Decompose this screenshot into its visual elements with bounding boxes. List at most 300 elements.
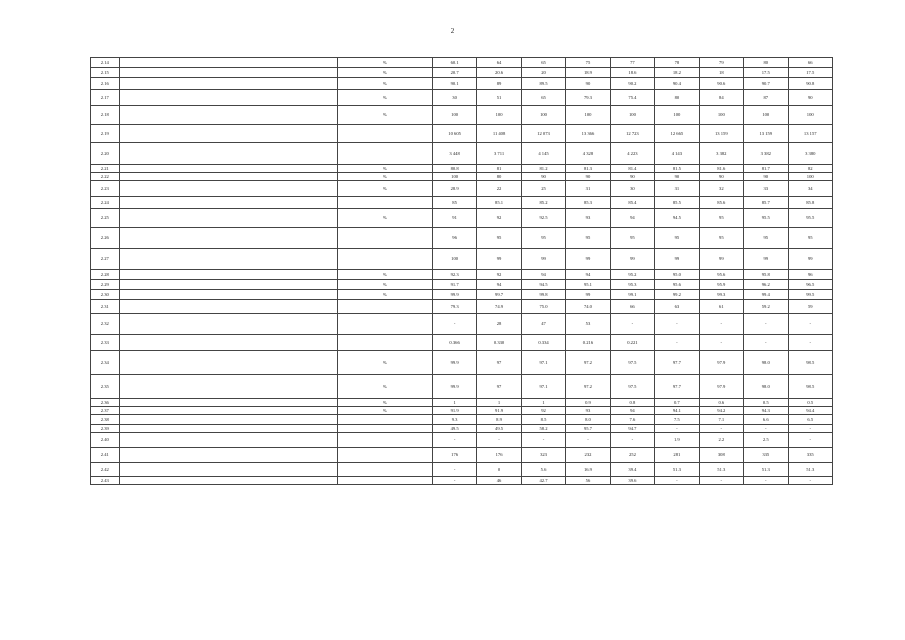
value-cell: 95.5 (744, 209, 788, 228)
value-cell: 97.9 (699, 351, 743, 375)
value-cell: 51.3 (744, 463, 788, 477)
value-cell: 17.5 (788, 68, 833, 78)
value-cell: 100 (432, 249, 476, 270)
row-number: 2.29 (91, 280, 120, 290)
value-cell: 99.3 (699, 290, 743, 300)
row-number: 2.20 (91, 143, 120, 165)
value-cell: - (699, 477, 743, 485)
value-cell: 78 (655, 58, 699, 68)
unit-cell: % (337, 270, 432, 280)
value-cell: 46 (477, 477, 521, 485)
value-cell: 85.3 (566, 197, 610, 209)
value-cell: - (699, 314, 743, 335)
value-cell: 92.5 (521, 209, 565, 228)
value-cell: 96.2 (744, 280, 788, 290)
value-cell: 18.9 (566, 68, 610, 78)
value-cell: 66 (610, 300, 654, 314)
row-number: 2.25 (91, 209, 120, 228)
value-cell: 98.0 (744, 351, 788, 375)
value-cell: - (432, 433, 476, 448)
value-cell: 60.1 (432, 58, 476, 68)
value-cell: 3 382 (744, 143, 788, 165)
indicator-name (119, 106, 337, 125)
value-cell: 92 (521, 407, 565, 415)
value-cell: - (655, 335, 699, 351)
value-cell: 99 (699, 249, 743, 270)
unit-cell: % (337, 90, 432, 106)
value-cell: 94 (610, 407, 654, 415)
row-number: 2.36 (91, 399, 120, 407)
value-cell: 47 (521, 314, 565, 335)
row-number: 2.24 (91, 197, 120, 209)
value-cell: 25 (521, 181, 565, 197)
value-cell: 90 (744, 173, 788, 181)
value-cell: 51.3 (655, 463, 699, 477)
value-cell: 4 328 (566, 143, 610, 165)
indicator-name (119, 280, 337, 290)
value-cell: 81 (477, 165, 521, 173)
value-cell: 80 (655, 90, 699, 106)
value-cell: 99.9 (432, 351, 476, 375)
unit-cell (337, 477, 432, 485)
value-cell: 85.7 (744, 197, 788, 209)
value-cell: 97.2 (566, 375, 610, 399)
value-cell: 94.5 (521, 280, 565, 290)
value-cell: 90.1 (432, 78, 476, 90)
table-row (91, 477, 833, 485)
value-cell: 100 (655, 106, 699, 125)
unit-cell (337, 463, 432, 477)
table-row (91, 249, 833, 270)
indicator-name (119, 165, 337, 173)
value-cell: 49.5 (477, 425, 521, 433)
value-cell: 39.4 (610, 463, 654, 477)
row-number: 2.42 (91, 463, 120, 477)
value-cell: 80 (744, 58, 788, 68)
value-cell: 99 (744, 249, 788, 270)
value-cell: 81.2 (521, 165, 565, 173)
value-cell: 12 073 (521, 125, 565, 143)
value-cell: 81.6 (699, 165, 743, 173)
value-cell: 97.1 (521, 351, 565, 375)
indicator-name (119, 68, 337, 78)
value-cell: 90 (566, 78, 610, 90)
value-cell: - (477, 433, 521, 448)
value-cell: 97.9 (699, 375, 743, 399)
value-cell: 91.9 (477, 407, 521, 415)
value-cell: 94 (521, 270, 565, 280)
value-cell: 97 (477, 375, 521, 399)
value-cell: 13 366 (566, 125, 610, 143)
indicator-name (119, 463, 337, 477)
table-row (91, 90, 833, 106)
indicator-name (119, 173, 337, 181)
value-cell: 92.3 (432, 270, 476, 280)
unit-cell: % (337, 165, 432, 173)
value-cell: 7.5 (655, 415, 699, 425)
value-cell: 89.5 (521, 78, 565, 90)
value-cell: 34 (788, 181, 833, 197)
unit-cell (337, 415, 432, 425)
value-cell: - (788, 433, 833, 448)
row-number: 2.26 (91, 228, 120, 249)
value-cell: 96 (432, 228, 476, 249)
value-cell: 99.4 (744, 290, 788, 300)
value-cell: 94 (477, 280, 521, 290)
value-cell: 3 382 (699, 143, 743, 165)
value-cell: 97.5 (610, 351, 654, 375)
value-cell: 94.3 (744, 407, 788, 415)
value-cell: 64 (477, 58, 521, 68)
table-row (91, 143, 833, 165)
value-cell: 95.9 (699, 280, 743, 290)
table-row (91, 463, 833, 477)
row-number: 2.18 (91, 106, 120, 125)
indicator-name (119, 143, 337, 165)
value-cell: 1.9 (655, 433, 699, 448)
value-cell: 65 (521, 58, 565, 68)
value-cell: 13 159 (699, 125, 743, 143)
value-cell: - (788, 477, 833, 485)
table-row (91, 78, 833, 90)
table-row (91, 351, 833, 375)
unit-cell: % (337, 78, 432, 90)
value-cell: 95.7 (566, 425, 610, 433)
unit-cell (337, 197, 432, 209)
indicator-name (119, 448, 337, 463)
value-cell: 95 (610, 228, 654, 249)
value-cell: 1 (477, 399, 521, 407)
value-cell: 98.0 (744, 375, 788, 399)
value-cell: - (655, 477, 699, 485)
unit-cell: % (337, 280, 432, 290)
value-cell: 53 (566, 314, 610, 335)
indicator-name (119, 90, 337, 106)
unit-cell (337, 448, 432, 463)
value-cell: 99.9 (432, 290, 476, 300)
value-cell: 95 (699, 228, 743, 249)
indicator-name (119, 314, 337, 335)
value-cell: 0.330 (477, 335, 521, 351)
row-number: 2.39 (91, 425, 120, 433)
value-cell: 308 (699, 448, 743, 463)
value-cell: 7.6 (610, 415, 654, 425)
row-number: 2.15 (91, 68, 120, 78)
table-row (91, 290, 833, 300)
value-cell: 100 (432, 106, 476, 125)
value-cell: 10 605 (432, 125, 476, 143)
value-cell: 65 (521, 90, 565, 106)
value-cell: 11 408 (477, 125, 521, 143)
value-cell: 90.4 (655, 78, 699, 90)
value-cell: 18.6 (610, 68, 654, 78)
value-cell: 7.1 (699, 415, 743, 425)
value-cell: 16.9 (566, 463, 610, 477)
value-cell: 59.2 (744, 300, 788, 314)
value-cell: 20.7 (432, 68, 476, 78)
value-cell: 99 (655, 249, 699, 270)
value-cell: 3 380 (788, 143, 833, 165)
row-number: 2.37 (91, 407, 120, 415)
value-cell: 66 (788, 58, 833, 68)
value-cell: 95.8 (744, 270, 788, 280)
value-cell: 99.5 (788, 290, 833, 300)
value-cell: 22 (477, 181, 521, 197)
value-cell: 0.5 (744, 399, 788, 407)
value-cell: 96.5 (788, 280, 833, 290)
value-cell: 94 (610, 209, 654, 228)
value-cell: - (744, 477, 788, 485)
row-number: 2.38 (91, 415, 120, 425)
unit-cell: % (337, 173, 432, 181)
table-row (91, 173, 833, 181)
row-number: 2.43 (91, 477, 120, 485)
table-row (91, 399, 833, 407)
unit-cell (337, 314, 432, 335)
value-cell: - (788, 335, 833, 351)
value-cell: 59 (788, 300, 833, 314)
row-number: 2.41 (91, 448, 120, 463)
value-cell: 28 (477, 314, 521, 335)
unit-cell: % (337, 58, 432, 68)
value-cell: - (432, 314, 476, 335)
value-cell: 99 (788, 249, 833, 270)
value-cell: 100 (699, 106, 743, 125)
indicator-name (119, 197, 337, 209)
unit-cell (337, 335, 432, 351)
indicator-name (119, 335, 337, 351)
value-cell: 99.7 (477, 290, 521, 300)
value-cell: 20 (521, 68, 565, 78)
value-cell: 99 (521, 249, 565, 270)
value-cell: 0.366 (432, 335, 476, 351)
row-number: 2.27 (91, 249, 120, 270)
row-number: 2.40 (91, 433, 120, 448)
value-cell: 176 (432, 448, 476, 463)
value-cell: 30 (610, 181, 654, 197)
value-cell: 95 (788, 228, 833, 249)
value-cell: 94.5 (655, 209, 699, 228)
value-cell: 17.5 (744, 68, 788, 78)
table-row (91, 335, 833, 351)
value-cell: - (655, 425, 699, 433)
value-cell: 90 (566, 173, 610, 181)
unit-cell: % (337, 209, 432, 228)
indicator-name (119, 425, 337, 433)
value-cell: 95.6 (699, 270, 743, 280)
row-number: 2.35 (91, 375, 120, 399)
value-cell: 74.9 (477, 300, 521, 314)
value-cell: 0.221 (610, 335, 654, 351)
value-cell: 95 (477, 228, 521, 249)
unit-cell: % (337, 181, 432, 197)
value-cell: 58.2 (521, 425, 565, 433)
indicator-name (119, 228, 337, 249)
value-cell: 87 (744, 90, 788, 106)
table-row (91, 209, 833, 228)
indicator-name (119, 477, 337, 485)
value-cell: 99 (566, 290, 610, 300)
value-cell: 95 (699, 209, 743, 228)
value-cell: 85.2 (521, 197, 565, 209)
indicator-table (90, 57, 833, 485)
value-cell: - (432, 463, 476, 477)
table-row (91, 165, 833, 173)
value-cell: 97.1 (521, 375, 565, 399)
value-cell: - (788, 314, 833, 335)
value-cell: 99.1 (610, 290, 654, 300)
indicator-name (119, 270, 337, 280)
row-number: 2.16 (91, 78, 120, 90)
value-cell: 85.8 (788, 197, 833, 209)
table-row (91, 425, 833, 433)
value-cell: 75 (566, 58, 610, 68)
value-cell: 94 (566, 270, 610, 280)
value-cell: 61 (699, 300, 743, 314)
value-cell: 2.2 (699, 433, 743, 448)
value-cell: 98.5 (788, 375, 833, 399)
unit-cell (337, 228, 432, 249)
value-cell: 90.7 (744, 78, 788, 90)
indicator-name (119, 399, 337, 407)
value-cell: 99 (566, 249, 610, 270)
value-cell: 0.7 (655, 399, 699, 407)
indicator-name (119, 58, 337, 68)
value-cell: 100 (788, 173, 833, 181)
value-cell: 4 143 (655, 143, 699, 165)
value-cell: - (788, 425, 833, 433)
table-body (91, 58, 833, 485)
value-cell: 80.8 (432, 165, 476, 173)
row-number: 2.33 (91, 335, 120, 351)
value-cell: 252 (610, 448, 654, 463)
value-cell: 99 (477, 249, 521, 270)
value-cell: 90.2 (610, 78, 654, 90)
unit-cell (337, 125, 432, 143)
value-cell: 82 (788, 165, 833, 173)
value-cell: 6.6 (744, 415, 788, 425)
value-cell: 18.2 (655, 68, 699, 78)
row-number: 2.17 (91, 90, 120, 106)
value-cell: 85.6 (699, 197, 743, 209)
value-cell: 92 (477, 209, 521, 228)
unit-cell: % (337, 351, 432, 375)
value-cell: 99 (610, 249, 654, 270)
value-cell: 90 (788, 90, 833, 106)
value-cell: 90 (521, 173, 565, 181)
value-cell: 81.5 (655, 165, 699, 173)
row-number: 2.14 (91, 58, 120, 68)
value-cell: 18 (699, 68, 743, 78)
indicator-name (119, 407, 337, 415)
value-cell: 90 (610, 173, 654, 181)
value-cell: 97.5 (610, 375, 654, 399)
value-cell: 75.4 (610, 90, 654, 106)
value-cell: 97.7 (655, 375, 699, 399)
value-cell: - (744, 314, 788, 335)
value-cell: 85.1 (477, 197, 521, 209)
value-cell: 94.4 (788, 407, 833, 415)
value-cell: 97 (477, 351, 521, 375)
row-number: 2.19 (91, 125, 120, 143)
value-cell: 1 (521, 399, 565, 407)
value-cell: 95 (566, 228, 610, 249)
value-cell: 63 (655, 300, 699, 314)
value-cell: 0 (477, 463, 521, 477)
indicator-name (119, 375, 337, 399)
value-cell: 80 (477, 173, 521, 181)
value-cell: 6.5 (788, 415, 833, 425)
value-cell: - (566, 433, 610, 448)
value-cell: 91 (432, 209, 476, 228)
value-cell: 0.216 (566, 335, 610, 351)
value-cell: - (655, 314, 699, 335)
value-cell: 100 (432, 173, 476, 181)
table-row (91, 228, 833, 249)
unit-cell (337, 433, 432, 448)
value-cell: 95.1 (566, 280, 610, 290)
table-row (91, 125, 833, 143)
value-cell: 90.6 (699, 78, 743, 90)
value-cell: - (699, 335, 743, 351)
value-cell: - (521, 433, 565, 448)
value-cell: - (432, 477, 476, 485)
value-cell: 100 (477, 106, 521, 125)
value-cell: - (744, 425, 788, 433)
value-cell: 90.8 (788, 78, 833, 90)
value-cell: 96 (788, 270, 833, 280)
value-cell: 81.7 (744, 165, 788, 173)
table-row (91, 300, 833, 314)
value-cell: 95.0 (655, 270, 699, 280)
value-cell: 100 (788, 106, 833, 125)
value-cell: 31 (566, 181, 610, 197)
row-number: 2.30 (91, 290, 120, 300)
value-cell: 74.0 (566, 300, 610, 314)
value-cell: - (744, 335, 788, 351)
table-row (91, 106, 833, 125)
row-number: 2.32 (91, 314, 120, 335)
value-cell: 281 (655, 448, 699, 463)
row-number: 2.23 (91, 181, 120, 197)
value-cell: 77 (610, 58, 654, 68)
table-row (91, 407, 833, 415)
value-cell: 3 711 (477, 143, 521, 165)
value-cell: 0.9 (566, 399, 610, 407)
unit-cell (337, 249, 432, 270)
value-cell: - (610, 314, 654, 335)
row-number: 2.31 (91, 300, 120, 314)
value-cell: 95 (744, 228, 788, 249)
value-cell: 51 (477, 90, 521, 106)
value-cell: 79.3 (566, 90, 610, 106)
value-cell: 85.4 (610, 197, 654, 209)
value-cell: 79.3 (432, 300, 476, 314)
value-cell: 93 (566, 407, 610, 415)
value-cell: 94.1 (655, 407, 699, 415)
value-cell: 0.5 (788, 399, 833, 407)
value-cell: 75.0 (521, 300, 565, 314)
value-cell: 232 (566, 448, 610, 463)
value-cell: 100 (566, 106, 610, 125)
value-cell: 94.2 (699, 407, 743, 415)
value-cell: 91.9 (432, 407, 476, 415)
value-cell: - (699, 425, 743, 433)
unit-cell: % (337, 399, 432, 407)
value-cell: 8.5 (521, 415, 565, 425)
value-cell: 33 (744, 181, 788, 197)
value-cell: 56 (566, 477, 610, 485)
